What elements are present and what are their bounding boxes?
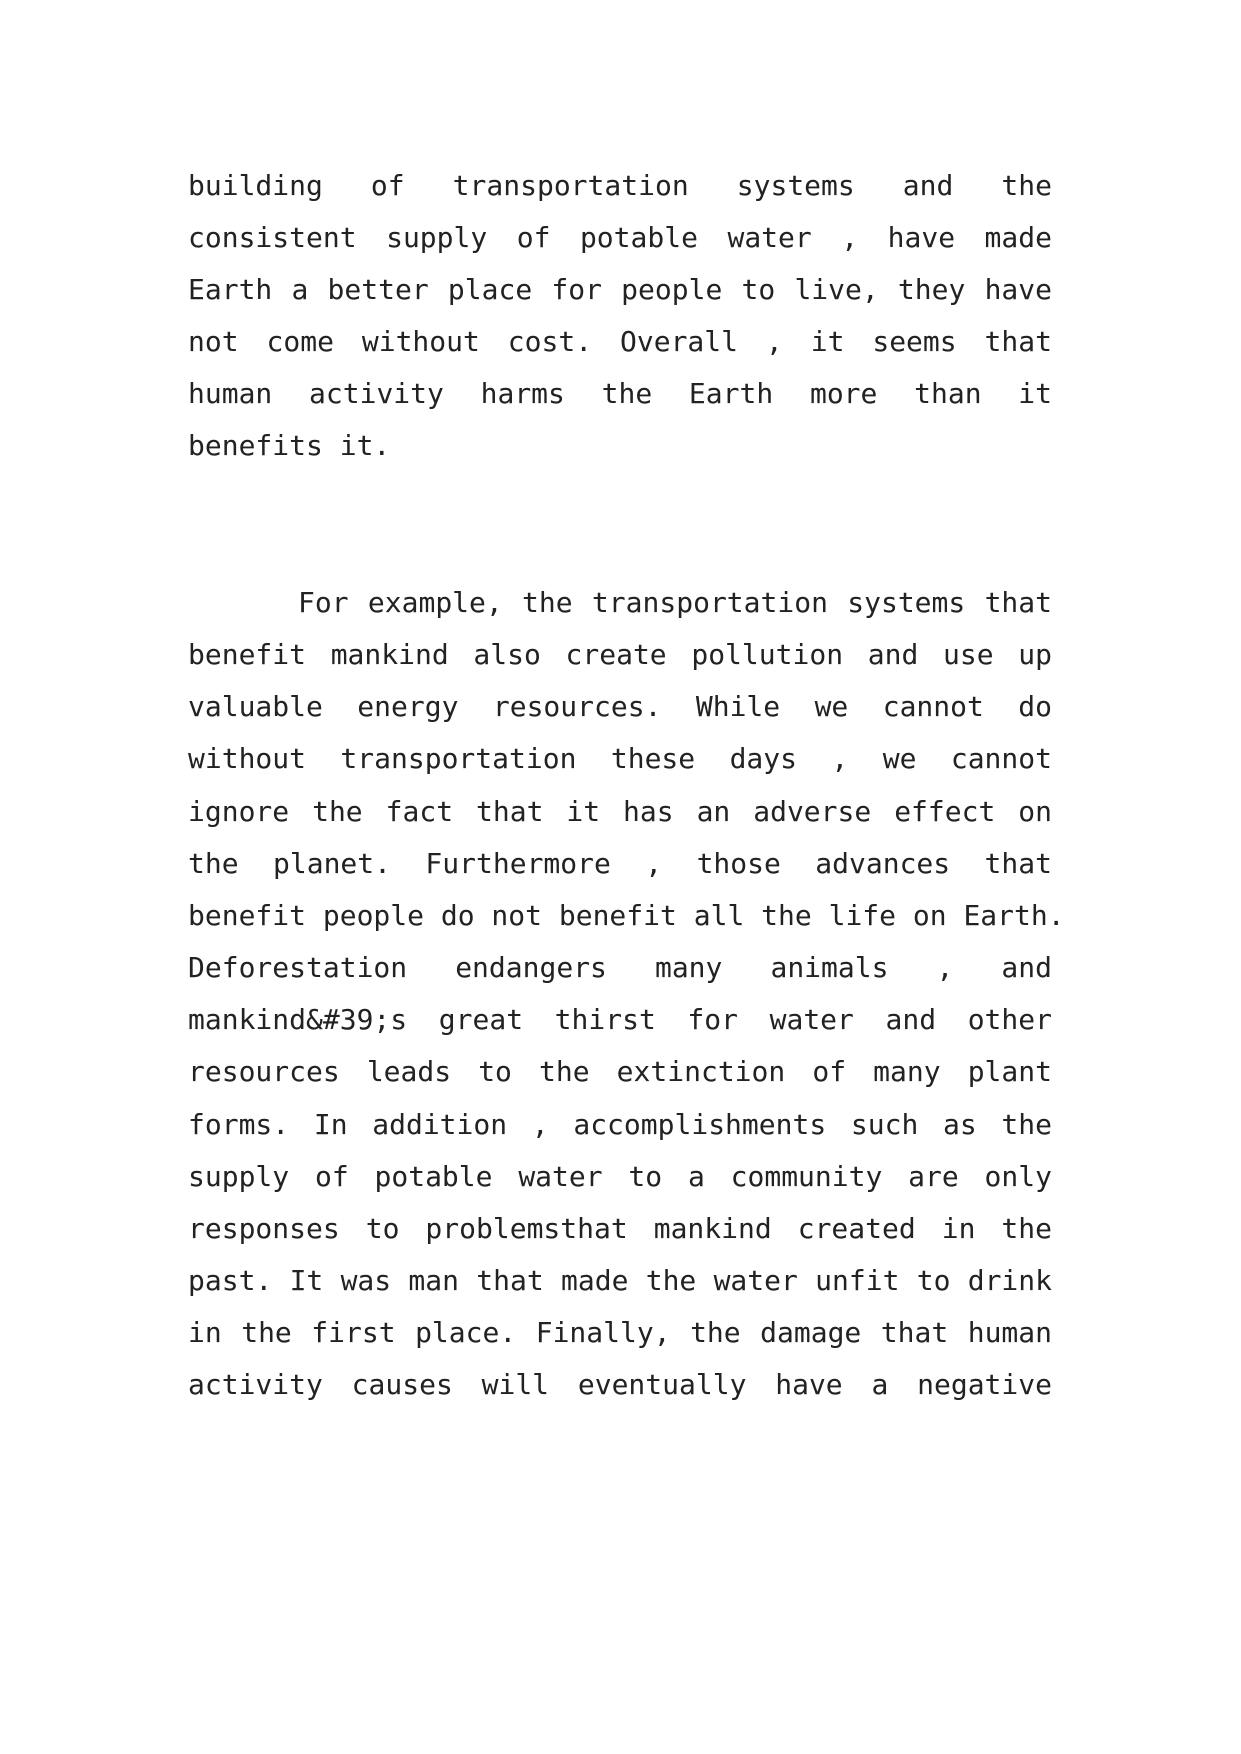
- text-line: For example, the transportation systems that: [298, 586, 1052, 619]
- text-line: in the first place. Finally, the damage that human: [188, 1316, 1052, 1349]
- text-line: benefit people do not benefit all the life on Earth.: [188, 899, 1065, 932]
- text-line: consistent supply of potable water , have made: [188, 221, 1052, 254]
- text-line: responses to problemsthat mankind created in the: [188, 1212, 1052, 1245]
- text-line: Earth a better place for people to live, they have: [188, 273, 1052, 306]
- text-line: ignore the fact that it has an adverse effect on: [188, 795, 1052, 828]
- text-line: activity causes will eventually have a negative: [188, 1368, 1052, 1401]
- text-line: Deforestation endangers many animals , and: [188, 951, 1052, 984]
- text-line: the planet. Furthermore , those advances that: [188, 847, 1052, 880]
- text-line: valuable energy resources. While we cannot do: [188, 690, 1052, 723]
- text-line: forms. In addition , accomplishments such as the: [188, 1108, 1052, 1141]
- text-line: without transportation these days , we cannot: [188, 742, 1052, 775]
- text-line: building of transportation systems and the: [188, 169, 1052, 202]
- text-line: benefits it.: [188, 429, 391, 462]
- text-line: resources leads to the extinction of many plant: [188, 1055, 1052, 1088]
- text-line: mankind&#39;s great thirst for water and other: [188, 1003, 1052, 1036]
- text-line: benefit mankind also create pollution and use up: [188, 638, 1052, 671]
- text-line: human activity harms the Earth more than it: [188, 377, 1052, 410]
- text-line: supply of potable water to a community are only: [188, 1160, 1052, 1193]
- text-line: not come without cost. Overall , it seems that: [188, 325, 1052, 358]
- text-line: past. It was man that made the water unfit to drink: [188, 1264, 1052, 1297]
